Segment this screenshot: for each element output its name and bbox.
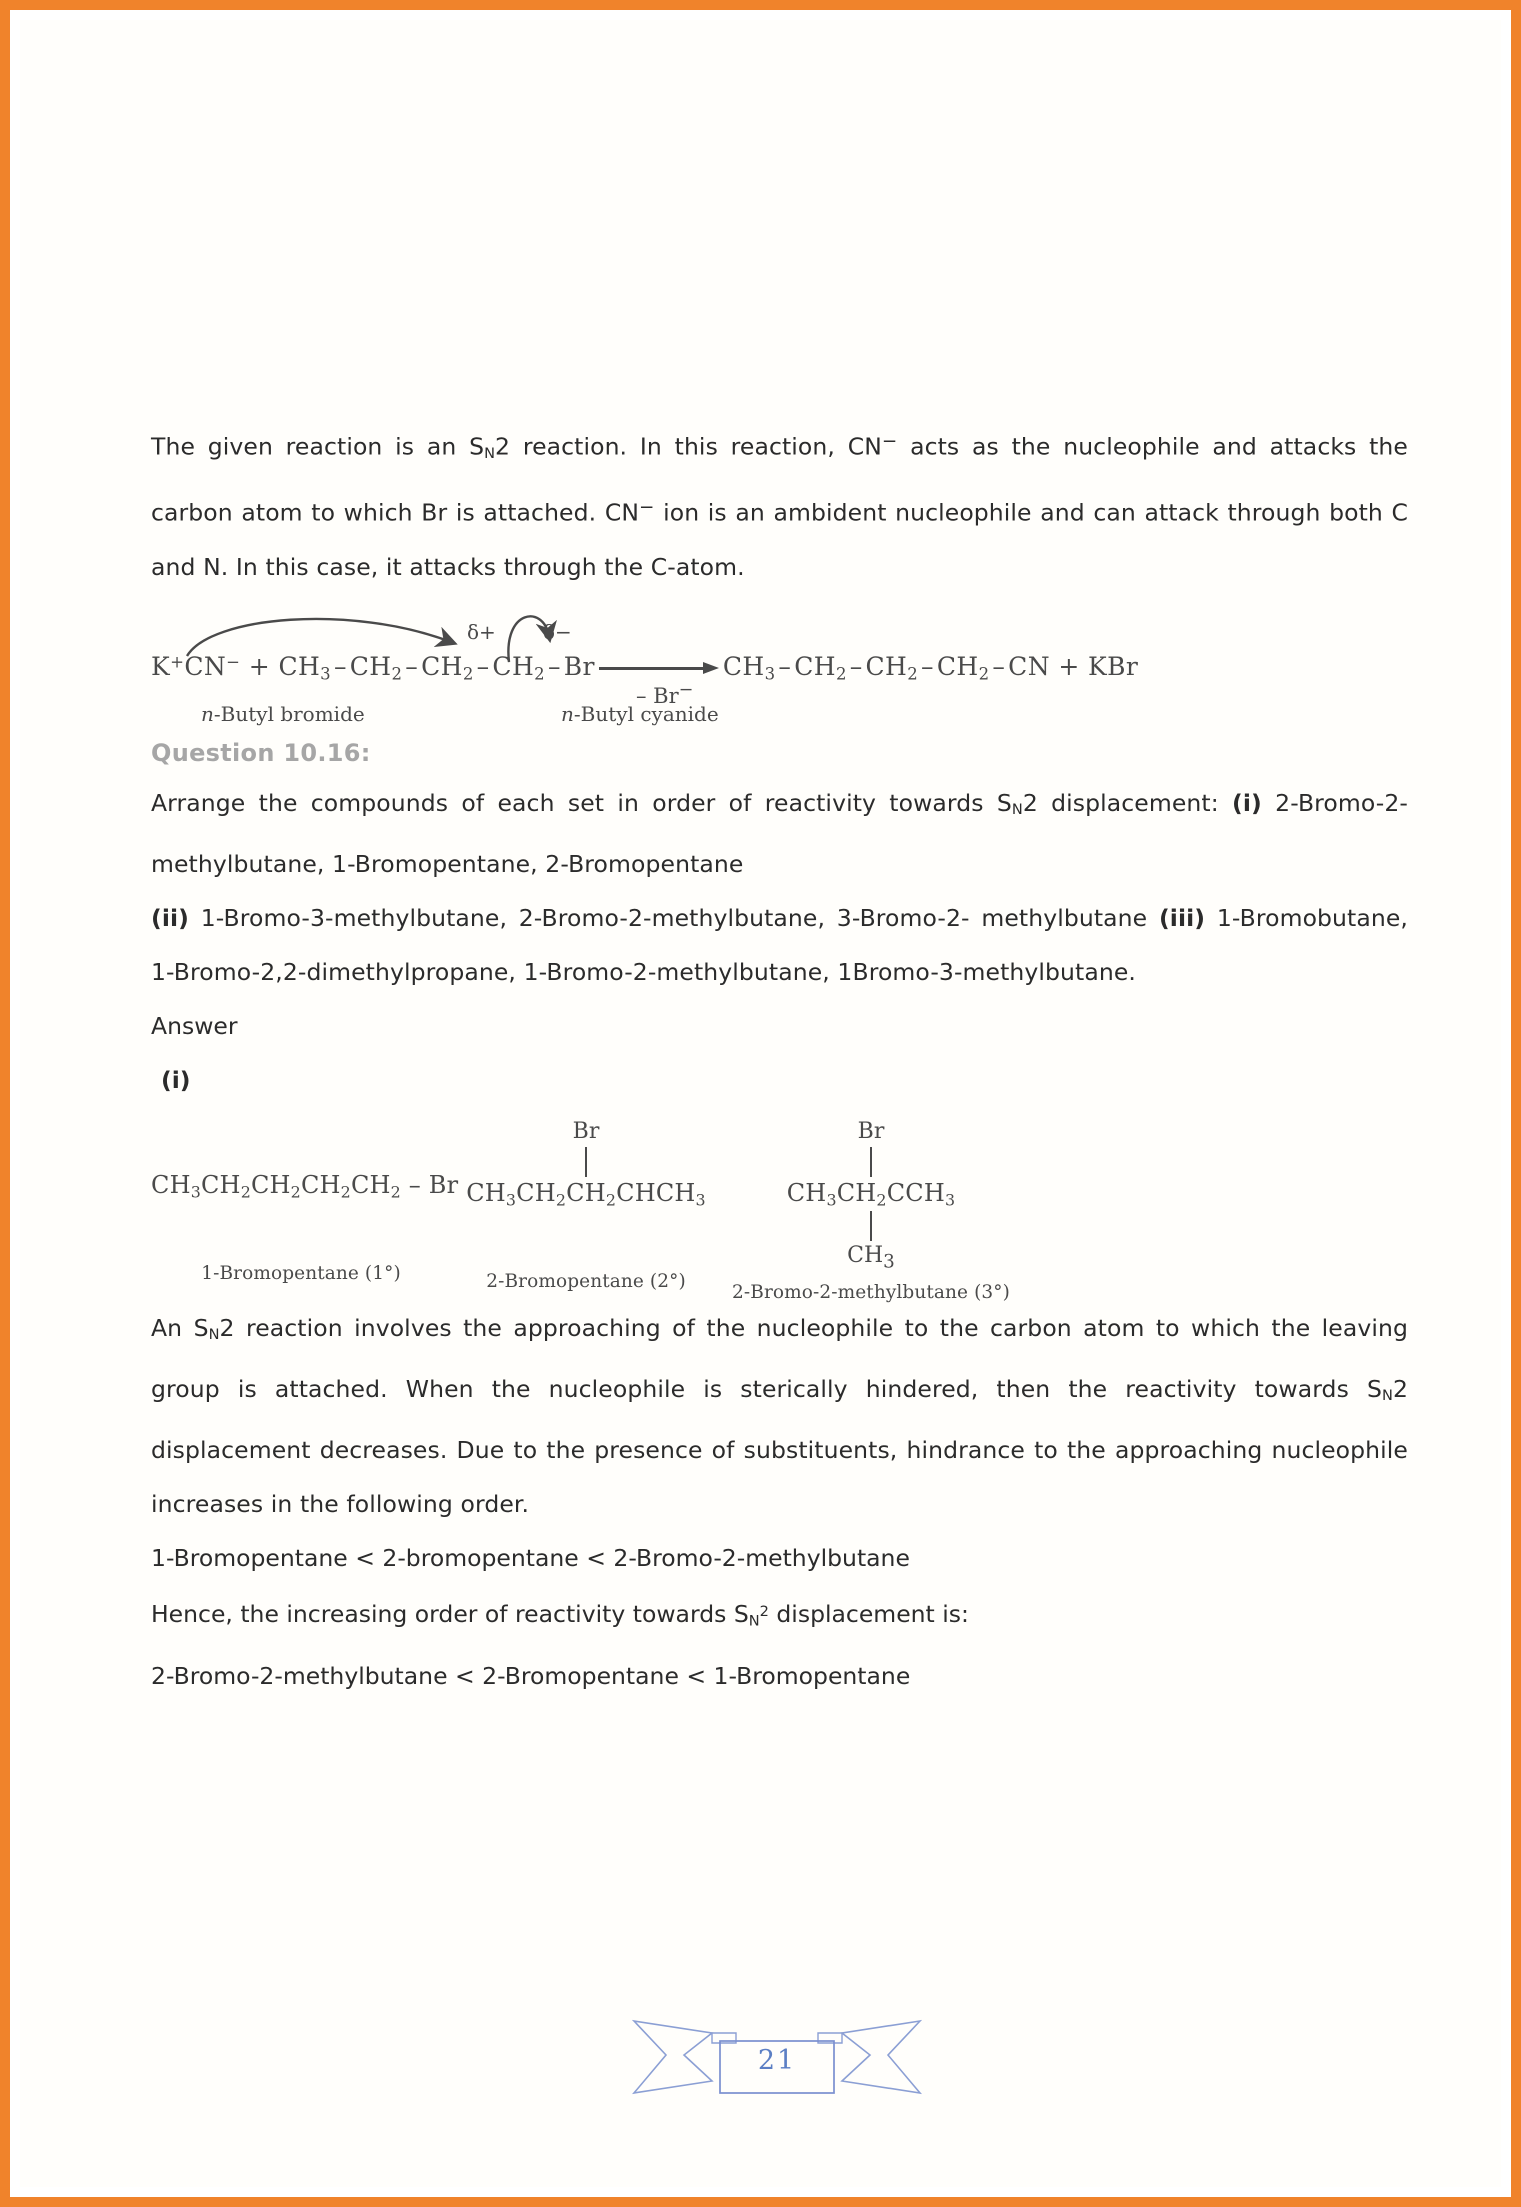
bond-line-vertical	[585, 1147, 587, 1177]
page-surface	[20, 20, 1501, 2187]
intro-paragraph	[151, 415, 1408, 594]
intro-part1: The given reaction is an S	[151, 432, 485, 461]
explanation-paragraph: An $S_N2$ reaction involves the approaching of the nucleophile to the carbon atom to which the leaving group is attached. When the nucleophile is sterically hindered, then the reactivity towards $S_N2$ displacement decreases. Due to the presence of substituents, hindrance to the approaching nucleophile increases in the following order.	[151, 1313, 1408, 1519]
potassium-symbol: K	[151, 651, 171, 681]
sn-subscript: N	[1011, 800, 1023, 818]
structural-formulas-diagram	[151, 1111, 1408, 1301]
question-body-ii-iii	[151, 891, 1408, 999]
delta-minus-label: δ−	[543, 619, 572, 644]
cn-minus-sign-1: −	[881, 431, 898, 452]
set-i-compounds: 2-Bromo-2-methylbutane, 1-Bromopentane, 2-Bromopentane	[151, 788, 1409, 878]
sn-subscript: N	[748, 1612, 760, 1630]
bromine-substituent-label: Br	[572, 1118, 600, 1144]
page-number-ribbon	[632, 2003, 922, 2108]
product-chain: $CH_3$ – $CH_2$ – $CH_2$ – $CH_2$ – CN + KBr	[722, 651, 1139, 684]
intro-part2: 2 reaction. In this reaction, CN	[495, 432, 882, 461]
structure-3-caption: 2-Bromo-2-methylbutane (3°)	[732, 1281, 1010, 1303]
set-ii-compounds: 1-Bromo-3-methylbutane, 2-Bromo-2-methylbutane, 3-Bromo-2- methylbutane	[189, 903, 1159, 932]
reaction-equation	[151, 652, 1138, 684]
sn-subscript: N	[484, 444, 496, 462]
structure-3-formula: $CH_3CH_2CCH_3$	[786, 1178, 956, 1210]
reactant-chain: $CH_3$ – $CH_2$ – $CH_2$ – $CH_2$ – Br	[278, 651, 595, 684]
page-number: 21	[757, 2045, 797, 2076]
delta-plus-label: δ+	[467, 619, 496, 644]
answer-label: Answer	[151, 1011, 238, 1040]
question-intro: Arrange the compounds of each set in order of reactivity towards S	[151, 788, 1012, 817]
sn-subscript: N	[1382, 1387, 1393, 1405]
question-heading: Question 10.16:	[151, 738, 371, 767]
structure-2-bromopentane	[451, 1119, 721, 1292]
roman-numeral-ii: (ii)	[151, 903, 189, 932]
hence-line: Hence, the increasing order of reactivity towards $S_N^2$ displacement is:	[151, 1600, 969, 1630]
bond-line-vertical-top	[870, 1147, 872, 1177]
bromine-substituent-label: Br	[857, 1118, 885, 1144]
reactivity-order-line: 1-Bromopentane < 2-bromopentane < 2-Bromo-2-methylbutane	[151, 1544, 910, 1573]
reaction-scheme-diagram	[151, 600, 1408, 730]
intro-part3: acts as the nucleophile and attacks the carbon atom to which Br is attached. CN	[151, 432, 1408, 527]
sn-subscript: N	[208, 1325, 220, 1343]
leaving-group-label: – Br−	[636, 679, 694, 708]
product-name-label: n-Butyl cyanide	[561, 701, 719, 726]
structure-1-bromopentane	[151, 1170, 459, 1285]
reactant-name-label: n-Butyl bromide	[201, 701, 365, 726]
document-content	[151, 415, 1408, 1703]
structure-1-formula: $CH_3CH_2CH_2CH_2CH_2$ – Br	[151, 1170, 459, 1202]
bond-line-vertical-bottom	[870, 1211, 872, 1241]
methyl-substituent-label: $CH_3$	[847, 1243, 895, 1273]
structure-2-formula: $CH_3CH_2CH_2CHCH_3$	[466, 1178, 706, 1210]
plus-sign-left: +	[248, 651, 271, 681]
final-order-line: 2-Bromo-2-methylbutane < 2-Bromopentane < 1-Bromopentane	[151, 1661, 911, 1690]
question-body-i: Arrange the compounds of each set in order of reactivity towards $S_N2$ displacement: (i) 2-Bromo-2-methylbutane, 1-Bromopentane, 2-Bromopentane	[151, 788, 1409, 878]
cyanide-charge: −	[226, 652, 241, 671]
roman-numeral-iii: (iii)	[1158, 903, 1206, 932]
potassium-charge: +	[170, 652, 185, 671]
structure-1-caption: 1-Bromopentane (1°)	[201, 1263, 401, 1285]
set-iii-compounds: 1-Bromobutane, 1-Bromo-2,2-dimethylpropane, 1-Bromo-2-methylbutane, 1Bromo-3-methylbutane.	[151, 903, 1408, 986]
sn-superscript: 2	[759, 1603, 769, 1621]
cn-minus-sign-2: −	[639, 496, 655, 518]
reaction-arrow	[599, 661, 719, 675]
intro-part4: ion is an ambident nucleophile and can attack through both C and N. In this case, it attacks through the C-atom.	[151, 498, 1409, 581]
roman-numeral-i: (i)	[1232, 788, 1262, 817]
cyanide-symbol: CN	[184, 651, 227, 681]
structure-2-bromo-2-methylbutane	[721, 1119, 1021, 1303]
answer-part-label: (i)	[161, 1065, 191, 1094]
structure-2-caption: 2-Bromopentane (2°)	[486, 1271, 686, 1293]
